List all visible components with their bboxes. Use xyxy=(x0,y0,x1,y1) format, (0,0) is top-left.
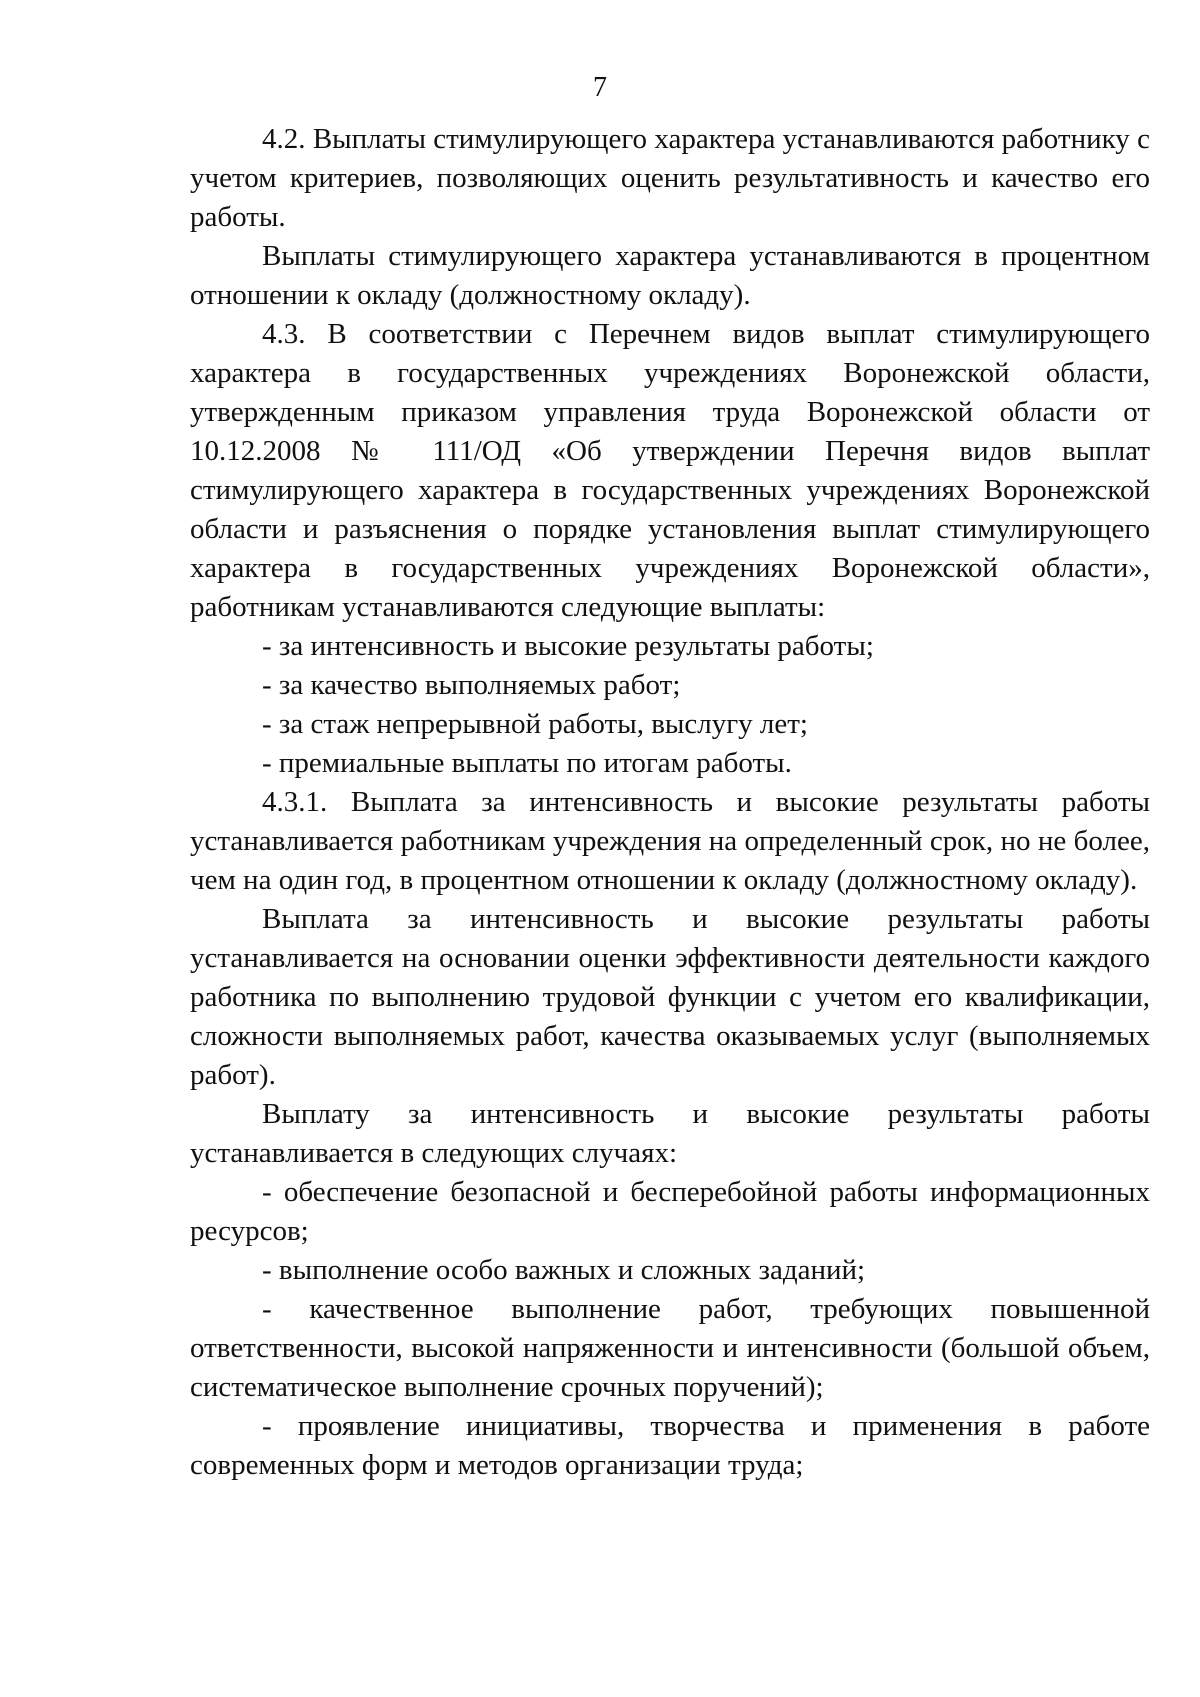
list-item-important-tasks: - выполнение особо важных и сложных заданий; xyxy=(262,1254,866,1286)
list-item-bonus: - премиальные выплаты по итогам работы. xyxy=(262,747,792,779)
page-number: 7 xyxy=(593,72,607,103)
paragraph-4-3: 4.3. В соответствии с Перечнем видов выплат стимулирующего характера в государственных учреждениях Воронежской области, утвержденным приказом управления труда Воронежской области от 10.12.2008 № 111/ОД «Об утверждении Перечня видов выплат стимулирующего характера в государственных учреждениях Воронежской области и разъяснения о порядке установления выплат стимулирующего характера в государственных учреждениях Воронежской области», работникам устанавливаются следующие выплаты: xyxy=(190,318,1150,623)
list-item-intensity: - за интенсивность и высокие результаты работы; xyxy=(262,630,874,662)
paragraph-percent-basis: Выплаты стимулирующего характера устанавливаются в процентном отношении к окладу (должностному окладу). xyxy=(190,240,1150,311)
list-item-initiative: - проявление инициативы, творчества и применения в работе современных форм и методов организации труда; xyxy=(190,1410,1150,1481)
list-item-quality: - за качество выполняемых работ; xyxy=(262,669,681,701)
list-item-info-resources: - обеспечение безопасной и бесперебойной работы информационных ресурсов; xyxy=(190,1176,1150,1247)
paragraph-payment-basis: Выплата за интенсивность и высокие результаты работы устанавливается на основании оценки эффективности деятельности каждого работника по выполнению трудовой функции с учетом его квалификации, сложности выполняемых работ, качества оказываемых услуг (выполняемых работ). xyxy=(190,903,1150,1091)
paragraph-4-3-1: 4.3.1. Выплата за интенсивность и высокие результаты работы устанавливается работникам учреждения на определенный срок, но не более, чем на один год, в процентном отношении к окладу (должностному окладу). xyxy=(190,786,1150,896)
paragraph-4-2: 4.2. Выплаты стимулирующего характера устанавливаются работнику с учетом критериев, позволяющих оценить результативность и качество его работы. xyxy=(190,123,1150,233)
list-item-responsibility: - качественное выполнение работ, требующих повышенной ответственности, высокой напряженности и интенсивности (большой объем, систематическое выполнение срочных поручений); xyxy=(190,1293,1150,1403)
list-item-seniority: - за стаж непрерывной работы, выслугу лет; xyxy=(262,708,808,740)
document-body xyxy=(190,120,1150,1485)
paragraph-payment-cases: Выплату за интенсивность и высокие результаты работы устанавливается в следующих случаях: xyxy=(190,1098,1150,1169)
